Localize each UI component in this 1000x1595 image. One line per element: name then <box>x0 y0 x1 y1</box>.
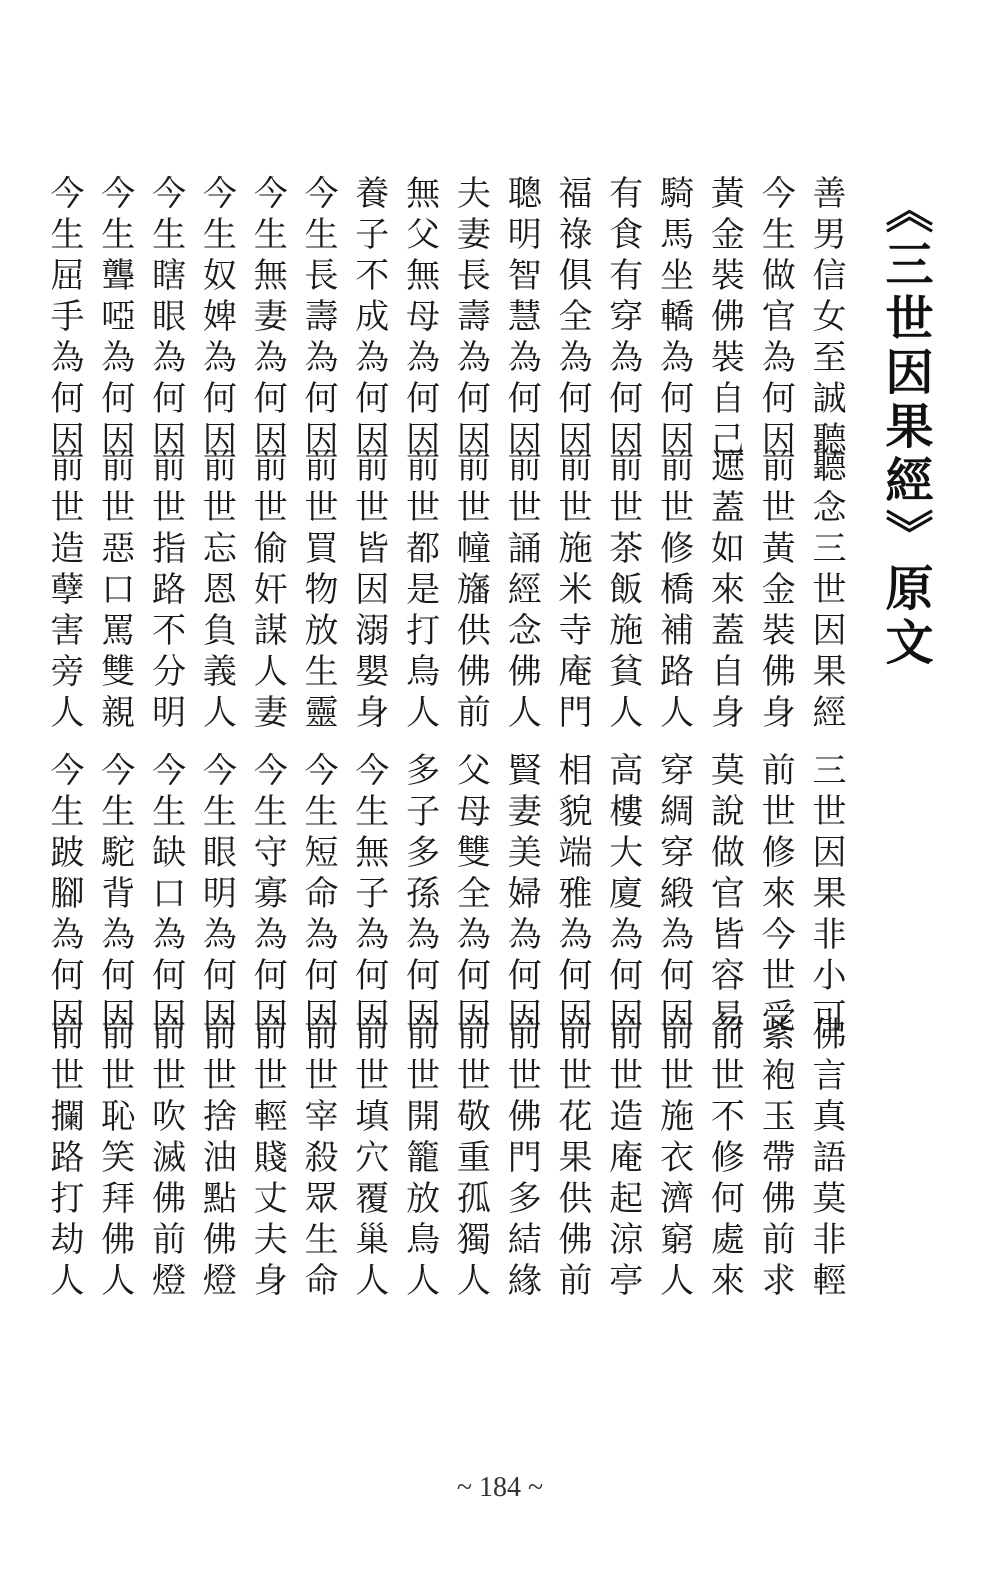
block1-top-columns-15: 今生聾啞為何因 <box>94 175 135 462</box>
block2-top-columns-4: 穿綢穿緞為何因 <box>653 752 694 1039</box>
block1-top-columns-11: 今生長壽為何因 <box>298 175 338 462</box>
block1-bottom-columns-3: 遮蓋如來蓋自身 <box>704 448 745 735</box>
block2-top-columns-3: 莫說做官皆容易 <box>704 752 745 1039</box>
block2-top-columns-6: 相貌端雅為何因 <box>552 752 592 1039</box>
block1-top-columns-8: 夫妻長壽為何因 <box>450 175 491 462</box>
block2-bottom-columns-13: 前世捨油點佛燈 <box>196 1016 237 1303</box>
block1-top-columns-12: 今生無妻為何因 <box>247 175 288 462</box>
block1-bottom-columns-2: 前世黃金裝佛身 <box>755 448 796 735</box>
block2-bottom-columns-3: 前世不修何處來 <box>704 1016 745 1303</box>
block2-bottom-columns-11: 前世宰殺眾生命 <box>298 1016 338 1303</box>
block2-top-columns-15: 今生駝背為何因 <box>94 752 135 1039</box>
block2-bottom-columns-4: 前世施衣濟窮人 <box>653 1016 694 1303</box>
block1-bottom-columns-9: 前世都是打鳥人 <box>399 448 440 735</box>
block2-top-columns-9: 多子多孫為何因 <box>399 752 440 1039</box>
block2-bottom-columns-5: 前世造庵起涼亭 <box>602 1016 643 1303</box>
block1-top-columns-2: 今生做官為何因 <box>755 175 796 462</box>
block2-bottom-columns-6: 前世花果供佛前 <box>552 1016 592 1303</box>
block2-top-columns-14: 今生缺口為何因 <box>145 752 186 1039</box>
block1-bottom-columns-16: 前世造孽害旁人 <box>44 448 84 735</box>
block1-top-columns-16: 今生屈手為何因 <box>44 175 84 462</box>
page-number: ~ 184 ~ <box>456 1472 544 1503</box>
block2-top-columns-5: 高樓大廈為何因 <box>602 752 643 1039</box>
block1-top-columns-5: 有食有穿為何因 <box>602 175 643 462</box>
block1-bottom-columns-4: 前世修橋補路人 <box>653 448 694 735</box>
block1-top-columns-14: 今生瞎眼為何因 <box>145 175 186 462</box>
block1-top-columns-1: 善男信女至誠聽 <box>806 175 846 462</box>
block1-top-columns-9: 無父無母為何因 <box>399 175 440 462</box>
block2-top-columns-12: 今生守寡為何因 <box>247 752 288 1039</box>
block2-bottom-columns-14: 前世吹滅佛前燈 <box>145 1016 186 1303</box>
block2-top-columns-13: 今生眼明為何因 <box>196 752 237 1039</box>
block1-bottom-columns-14: 前世指路不分明 <box>145 448 186 735</box>
block1-top-columns-6: 福祿俱全為何因 <box>552 175 592 462</box>
block1-top-columns-13: 今生奴婢為何因 <box>196 175 237 462</box>
block1-top-columns-10: 養子不成為何因 <box>348 175 389 462</box>
block1-bottom-columns-8: 前世幢旛供佛前 <box>450 448 491 735</box>
block1-bottom-columns-11: 前世買物放生靈 <box>298 448 338 735</box>
block2-top-columns-11: 今生短命為何因 <box>298 752 338 1039</box>
block1-bottom-columns-1: 聽念三世因果經 <box>806 448 846 735</box>
block1-top-columns-4: 騎馬坐轎為何因 <box>653 175 694 462</box>
block1-bottom-columns-5: 前世茶飯施貧人 <box>602 448 643 735</box>
block1-bottom-columns-13: 前世忘恩負義人 <box>196 448 237 735</box>
block2-bottom-columns-1: 佛言真語莫非輕 <box>806 1016 846 1303</box>
block1-bottom-columns-10: 前世皆因溺嬰身 <box>348 448 389 735</box>
block2-bottom-columns-2: 紫袍玉帶佛前求 <box>755 1016 796 1303</box>
block1-bottom-columns-12: 前世偷奸謀人妻 <box>247 448 288 735</box>
block2-bottom-columns-16: 前世攔路打劫人 <box>44 1016 84 1303</box>
block2-top-columns-10: 今生無子為何因 <box>348 752 389 1039</box>
block2-bottom-columns-10: 前世填穴覆巢人 <box>348 1016 389 1303</box>
block2-top-columns-16: 今生跛腳為何因 <box>44 752 84 1039</box>
block2-bottom-columns-7: 前世佛門多結緣 <box>501 1016 542 1303</box>
block1-bottom-columns-15: 前世惡口罵雙親 <box>94 448 135 735</box>
block1-top-columns-3: 黃金裝佛裝自己 <box>704 175 745 462</box>
block2-top-columns-1: 三世因果非小可 <box>806 752 846 1039</box>
block2-top-columns-7: 賢妻美婦為何因 <box>501 752 542 1039</box>
block2-bottom-columns-12: 前世輕賤丈夫身 <box>247 1016 288 1303</box>
block1-bottom-columns-6: 前世施米寺庵門 <box>552 448 592 735</box>
block2-bottom-columns-9: 前世開籠放鳥人 <box>399 1016 440 1303</box>
block2-bottom-columns-8: 前世敬重孤獨人 <box>450 1016 491 1303</box>
block1-bottom-columns-7: 前世誦經念佛人 <box>501 448 542 735</box>
page-title: 《三世因果經》原文 <box>877 185 933 671</box>
block2-top-columns-2: 前世修來今世受 <box>755 752 796 1039</box>
block2-top-columns-8: 父母雙全為何因 <box>450 752 491 1039</box>
block2-bottom-columns-15: 前世恥笑拜佛人 <box>94 1016 135 1303</box>
block1-top-columns-7: 聰明智慧為何因 <box>501 175 542 462</box>
